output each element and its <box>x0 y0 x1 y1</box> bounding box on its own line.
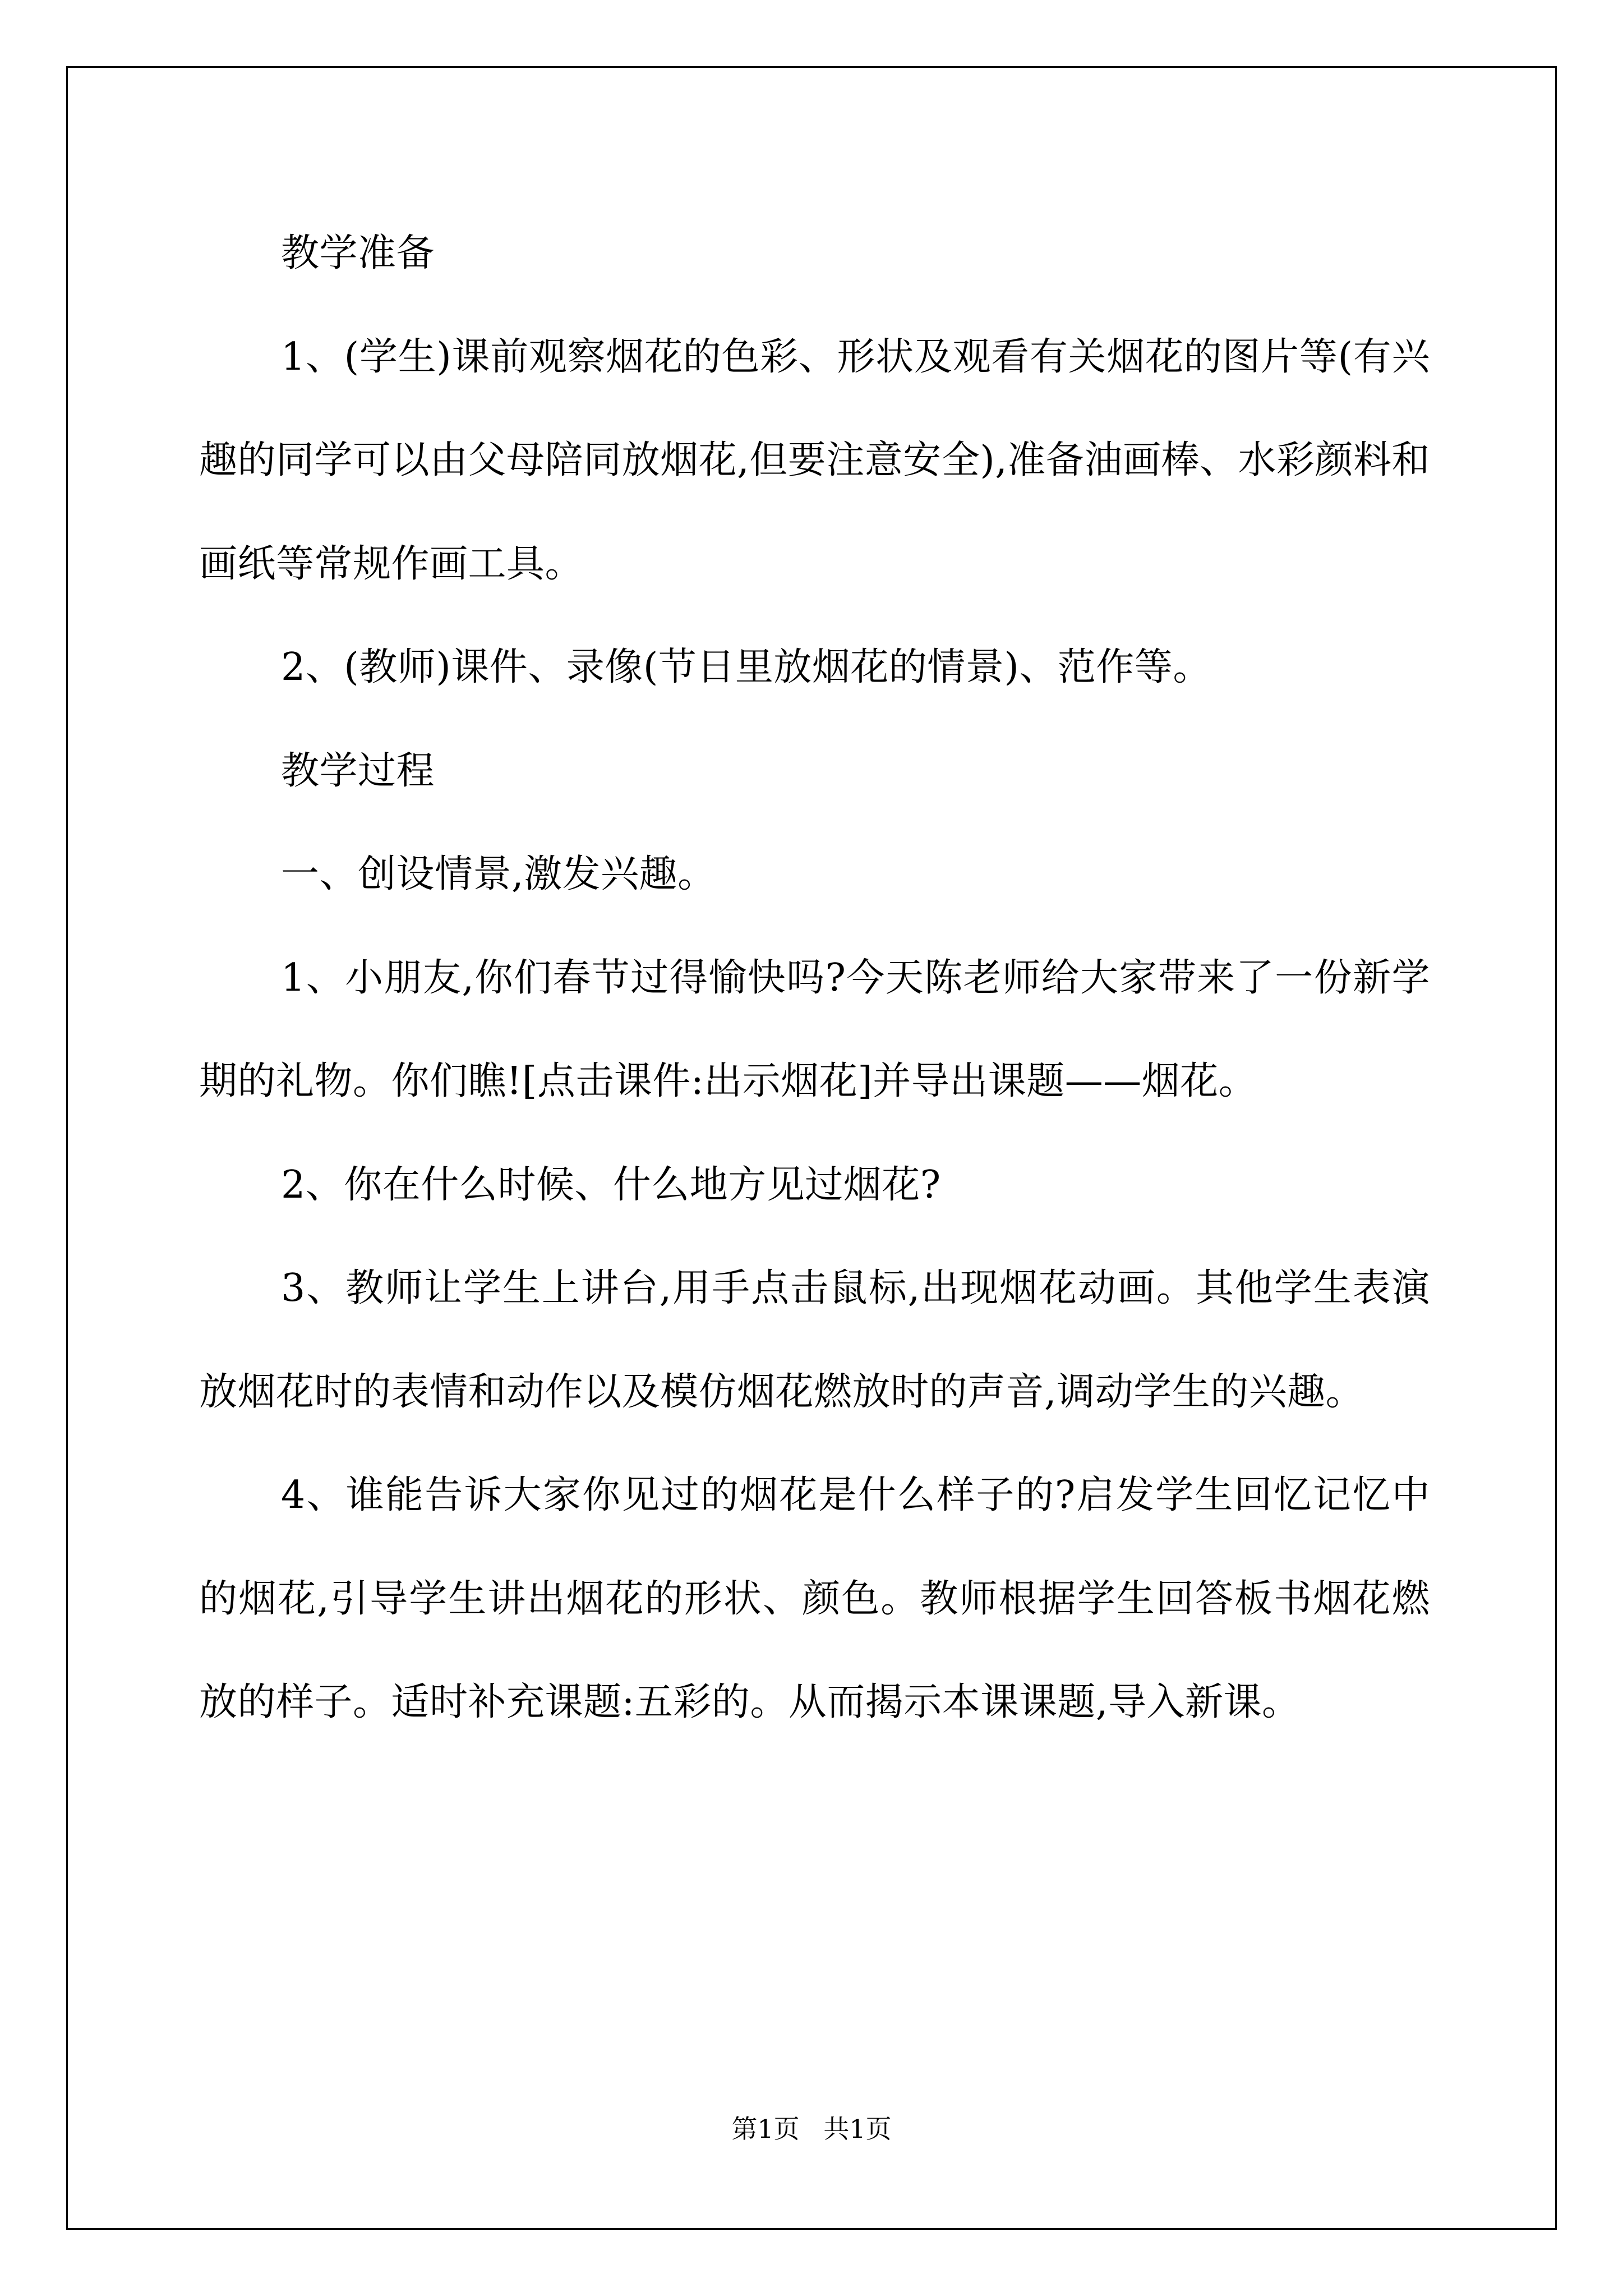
paragraph-step-1: 1、小朋友,你们春节过得愉快吗?今天陈老师给大家带来了一份新学期的礼物。你们瞧![点击课件:出示烟花]并导出课题——烟花。 <box>199 955 1430 1103</box>
page-total: 共1页 <box>823 2114 892 2144</box>
document-body <box>199 202 1430 1755</box>
page-footer <box>0 2112 1623 2146</box>
heading-teaching-process: 教学过程 <box>281 748 435 793</box>
page-number: 第1页 <box>731 2114 800 2144</box>
paragraph-teacher-preparation: 2、(教师)课件、录像(节日里放烟花的情景)、范作等。 <box>281 645 1211 689</box>
paragraph-step-3: 3、教师让学生上讲台,用手点击鼠标,出现烟花动画。其他学生表演放烟花时的表情和动作以及模仿烟花燃放时的声音,调动学生的兴趣。 <box>199 1266 1430 1414</box>
paragraph-student-preparation: 1、(学生)课前观察烟花的色彩、形状及观看有关烟花的图片等(有兴趣的同学可以由父母陪同放烟花,但要注意安全),准备油画棒、水彩颜料和画纸等常规作画工具。 <box>199 334 1430 586</box>
paragraph-step-4: 4、谁能告诉大家你见过的烟花是什么样子的?启发学生回忆记忆中的烟花,引导学生讲出烟花的形状、颜色。教师根据学生回答板书烟花燃放的样子。适时补充课题:五彩的。从而揭示本课课题,导入新课。 <box>199 1473 1430 1724</box>
paragraph-step-2: 2、你在什么时候、什么地方见过烟花? <box>281 1162 941 1207</box>
section-heading-create-scene: 一、创设情景,激发兴趣。 <box>281 852 716 896</box>
heading-teaching-preparation: 教学准备 <box>281 231 435 275</box>
